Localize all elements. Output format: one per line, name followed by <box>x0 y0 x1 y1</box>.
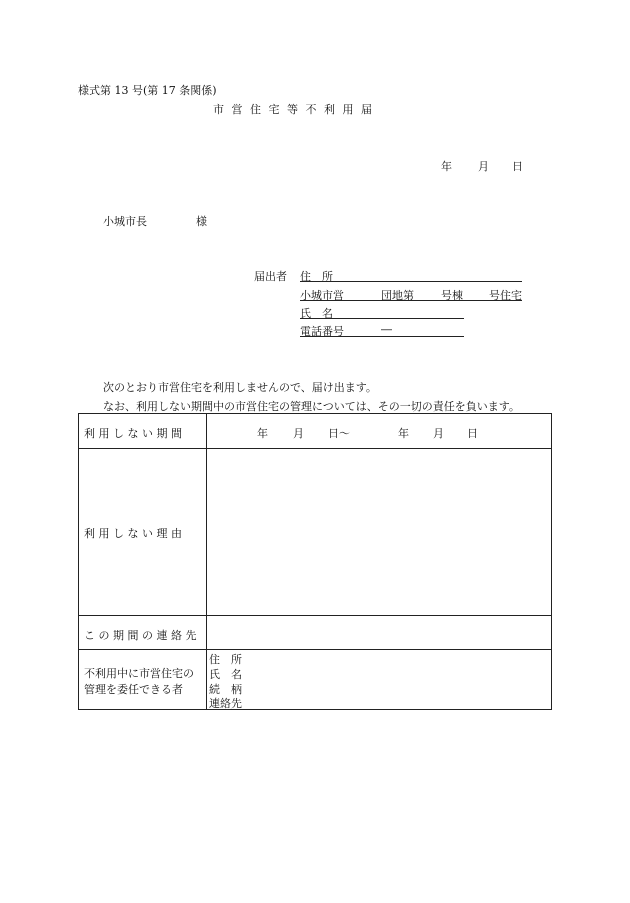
period-from-year: 年 <box>257 427 268 440</box>
table-row-divider <box>79 448 551 449</box>
table-row-divider <box>79 649 551 650</box>
delegate-field-contact: 連絡先 <box>209 697 242 710</box>
housing-complex: 団地第 <box>381 289 414 302</box>
housing-underline[interactable] <box>300 300 522 301</box>
reason-label: 利 用 し な い 理 由 <box>84 527 182 540</box>
period-from-day: 日～ <box>328 427 350 440</box>
housing-building: 号棟 <box>441 289 463 302</box>
addressee-mayor: 小城市長 <box>103 215 147 228</box>
form-title: 市 営 住 宅 等 不 利 用 届 <box>213 103 374 116</box>
period-to-day: 日 <box>467 427 478 440</box>
table-column-divider <box>206 414 207 709</box>
addressee-honorific: 様 <box>196 215 207 228</box>
contact-field[interactable] <box>209 618 549 646</box>
period-to-month: 月 <box>433 427 444 440</box>
address-underline[interactable] <box>300 281 522 282</box>
contact-label: こ の 期 間 の 連 絡 先 <box>84 629 197 642</box>
table-row-divider <box>79 615 551 616</box>
phone-dash: ― <box>381 323 392 336</box>
applicant-label: 届出者 <box>254 270 287 283</box>
delegate-field-address: 住 所 <box>209 653 242 666</box>
housing-unit: 号住宅 <box>489 289 522 302</box>
statement-line-2: なお、利用しない期間中の市営住宅の管理については、その一切の責任を負います。 <box>103 400 520 413</box>
name-underline[interactable] <box>300 318 464 319</box>
date-month-label: 月 <box>478 160 489 173</box>
form-table <box>78 413 552 710</box>
period-from-month: 月 <box>293 427 304 440</box>
period-label: 利 用 し な い 期 間 <box>84 427 182 440</box>
housing-prefix: 小城市営 <box>300 289 344 302</box>
form-number: 様式第 13 号(第 17 条関係) <box>78 84 217 97</box>
address-label: 住 所 <box>300 270 333 283</box>
delegate-label-line-2: 管理を委任できる者 <box>84 683 183 696</box>
period-to-year: 年 <box>398 427 409 440</box>
delegate-field-name: 氏 名 <box>209 668 242 681</box>
date-day-label: 日 <box>512 160 523 173</box>
delegate-label-line-1: 不利用中に市営住宅の <box>84 667 194 680</box>
delegate-field-relationship: 続 柄 <box>209 683 242 696</box>
phone-label: 電話番号 <box>300 325 344 338</box>
name-label: 氏 名 <box>300 307 333 320</box>
statement-line-1: 次のとおり市営住宅を利用しませんので、届け出ます。 <box>103 381 377 394</box>
date-year-label: 年 <box>441 160 452 173</box>
reason-field[interactable] <box>209 452 549 612</box>
phone-underline[interactable] <box>300 336 464 337</box>
